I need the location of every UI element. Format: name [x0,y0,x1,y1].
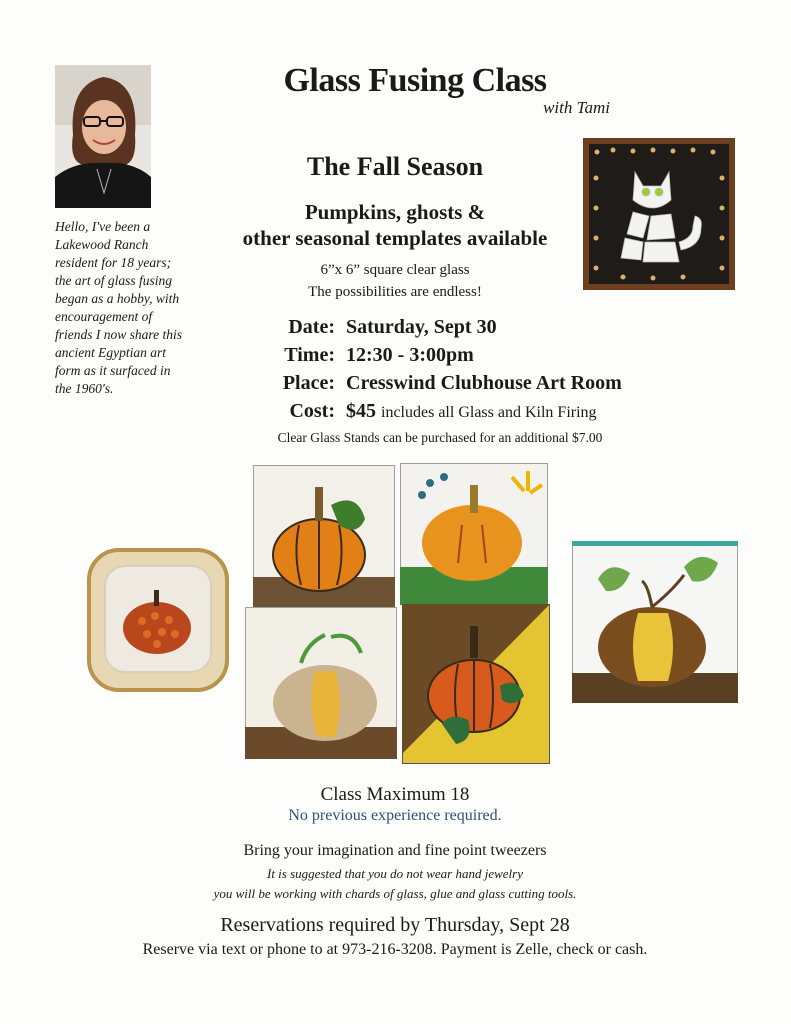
pumpkin-tile-4 [402,604,550,764]
season-heading: The Fall Season [306,152,484,181]
cat-glass-tile [583,138,735,290]
possibilities-text: The possibilities are endless! [308,284,482,300]
reserve-contact: Reserve via text or phone to at 973-216-3208. Payment is Zelle, check or cash. [142,941,648,958]
stands-note: Clear Glass Stands can be purchased for an additional $7.00 [277,430,603,445]
place-value: Cresswind Clubhouse Art Room [346,372,622,394]
pumpkin-tile-1 [253,465,395,607]
flyer-subtitle: with Tami [543,98,610,117]
cost-label: Cost: [289,400,335,422]
instructor-bio: Hello, I've been a Lakewood Ranch resident for 18 years; the art of glass fusing began as a hobby, with encouragement of friends I now share this ancient Egyptian art form as it surfaced in the 1960's. [55,219,183,396]
cost-amount: $45 [346,400,376,422]
reservation-deadline: Reservations required by Thursday, Sept 28 [220,914,570,936]
cost-value [346,400,597,423]
pumpkin-tile-3 [245,607,397,759]
date-value: Saturday, Sept 30 [346,316,497,338]
pumpkin-tile-5 [572,541,738,703]
templates-line-2: other seasonal templates available [242,226,548,250]
pumpkin-plate-image [87,546,229,694]
templates-line-1: Pumpkins, ghosts & [304,200,486,224]
tools-warning: you will be working with chards of glass, glue and glass cutting tools. [213,886,577,901]
time-label: Time: [284,344,335,366]
place-label: Place: [282,372,335,394]
glass-size: 6”x 6” square clear glass [320,262,470,278]
jewelry-suggestion: It is suggested that you do not wear hand jewelry [266,866,523,881]
instructor-photo [55,65,151,208]
bring-items: Bring your imagination and fine point tweezers [243,842,547,859]
pumpkin-tile-2 [400,463,548,605]
class-maximum: Class Maximum 18 [320,784,470,805]
no-experience-note: No previous experience required. [288,807,502,824]
flyer-title: Glass Fusing Class [283,62,547,99]
time-value: 12:30 - 3:00pm [346,344,474,366]
date-label: Date: [288,316,335,338]
cost-note: includes all Glass and Kiln Firing [381,404,597,421]
